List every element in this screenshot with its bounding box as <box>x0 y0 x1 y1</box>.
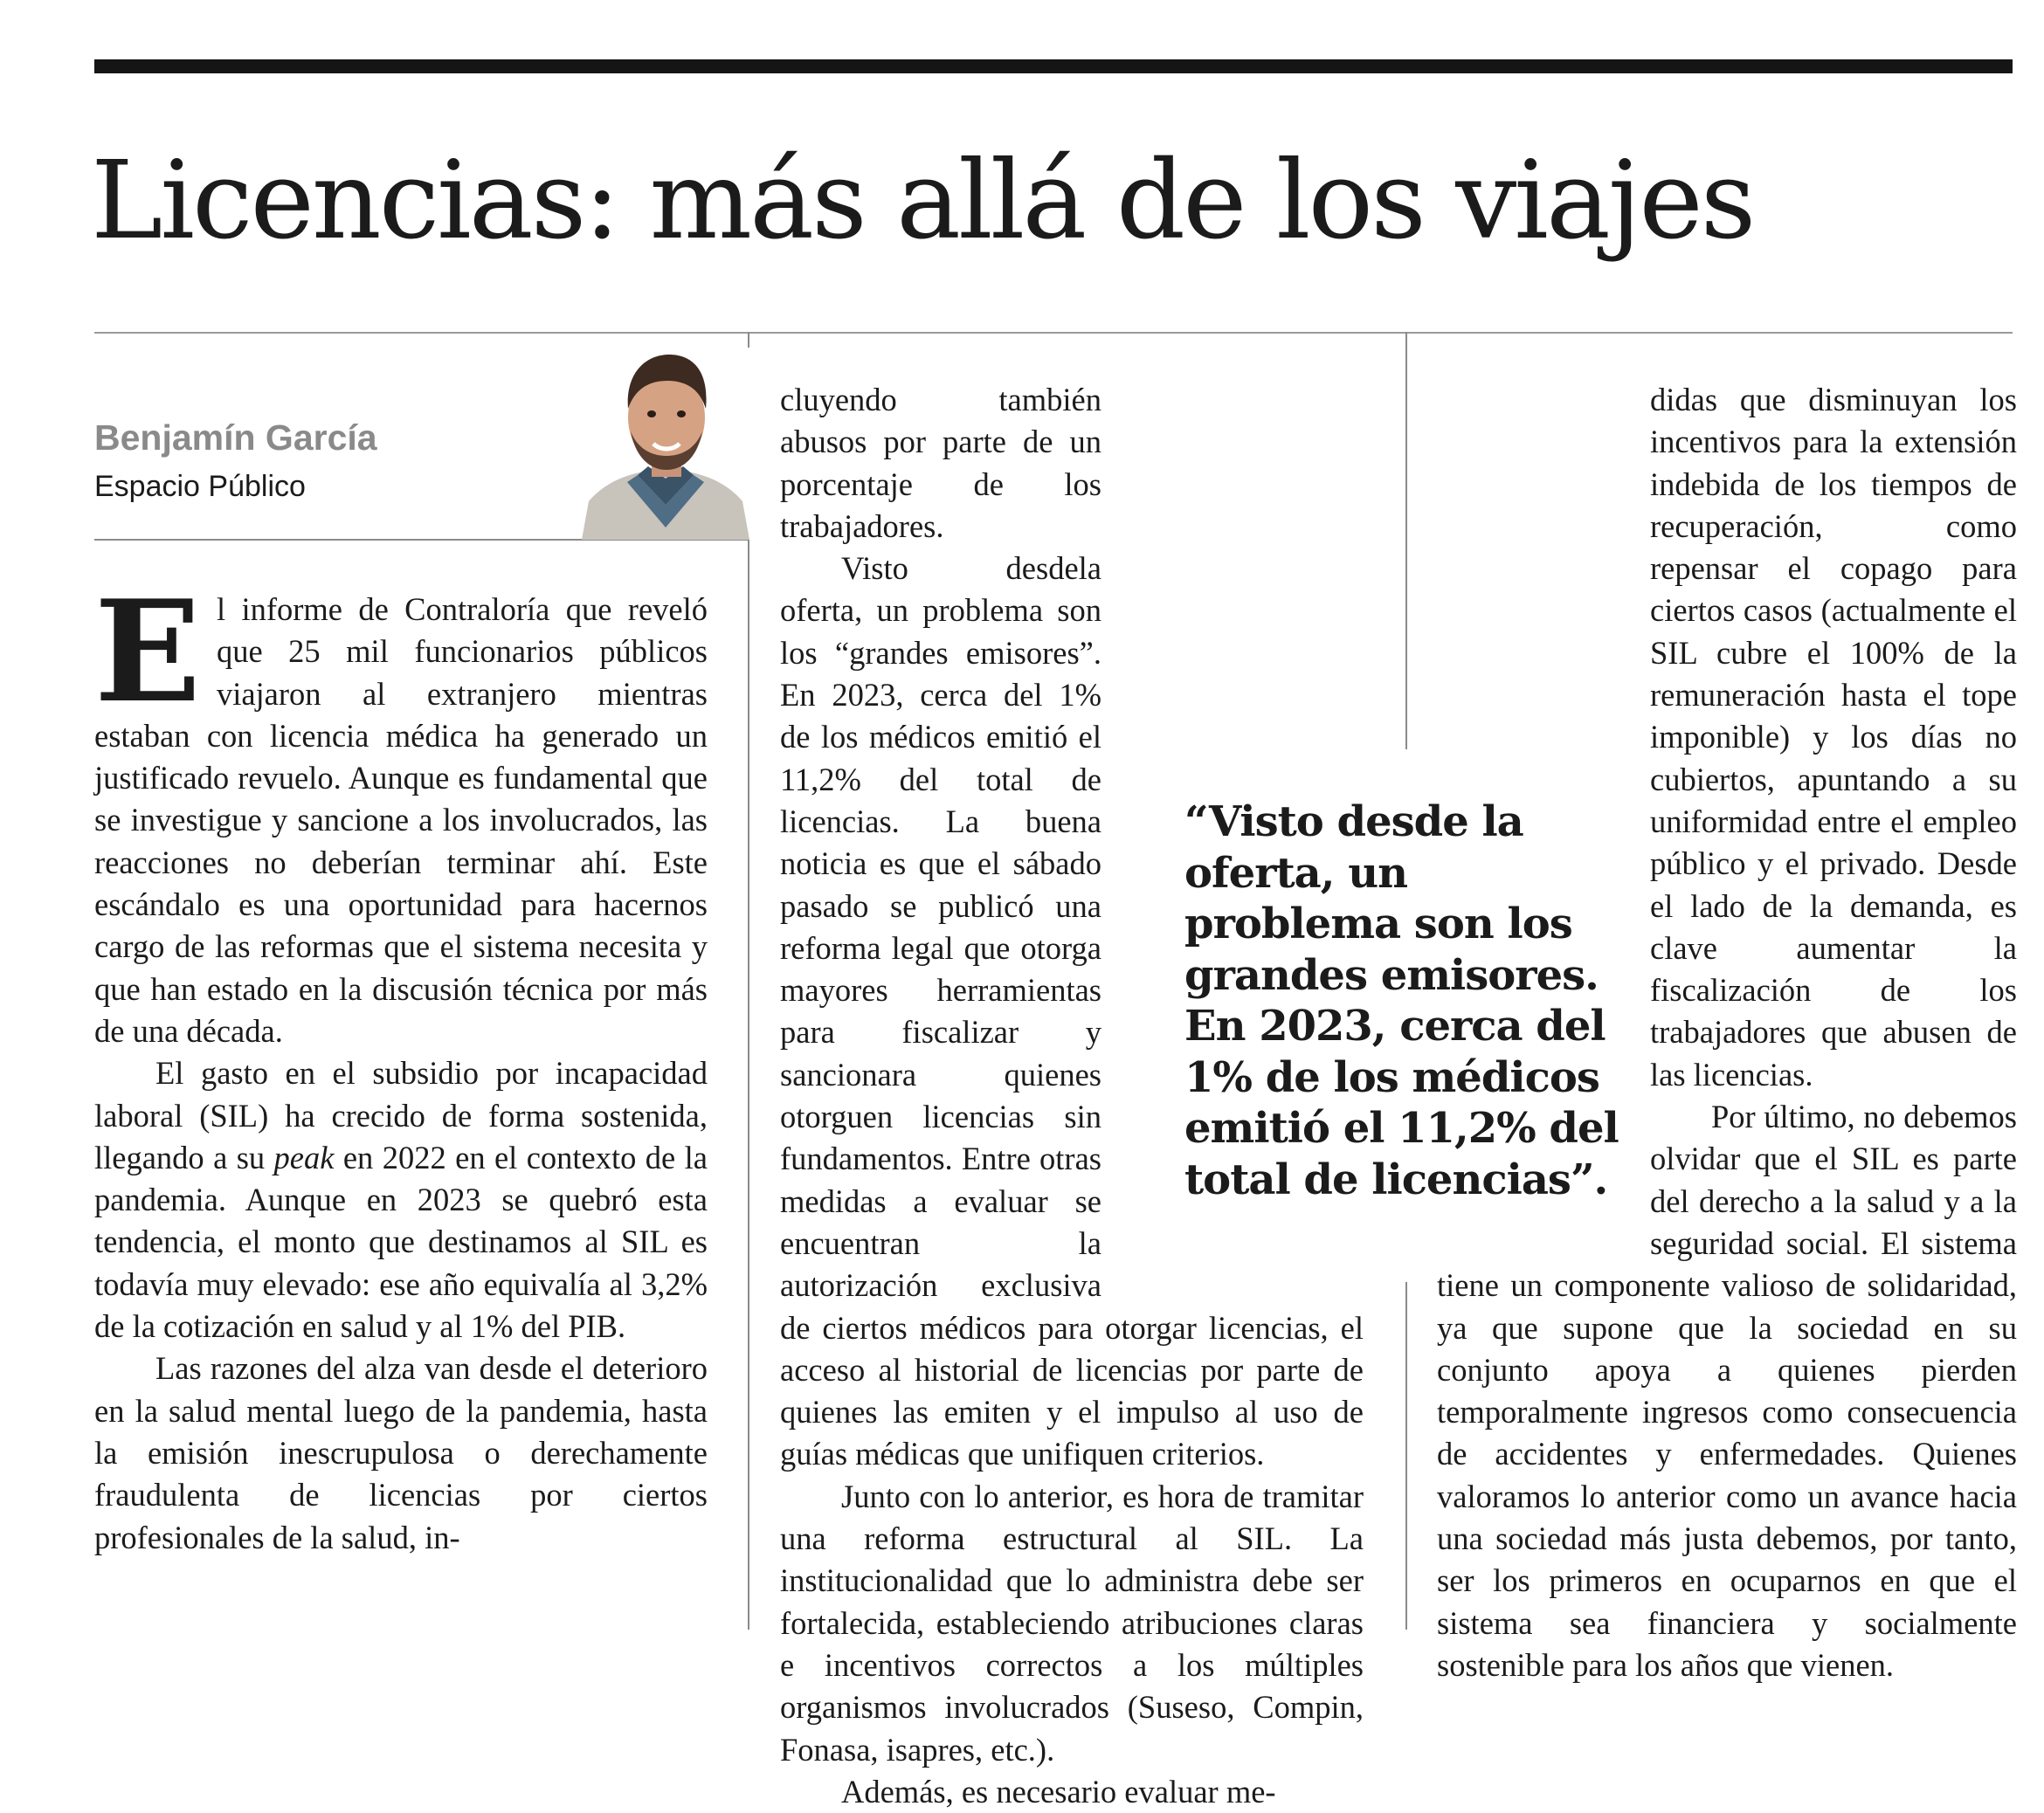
top-rule <box>94 59 2013 73</box>
author-photo <box>582 348 749 540</box>
byline-top-rule <box>94 332 2013 334</box>
author-name: Benjamín García <box>94 417 377 458</box>
col1-p2-text-b: en 2022 en el contexto de la pandemia. Aunque en 2023 se quebró esta tendencia, el monto que destinamos al SIL es todavía muy elevado: ese año equivalía al 3,2% de la cotización en salud y al 1% del PIB. <box>94 1139 708 1345</box>
col1-paragraph-1: l informe de Contraloría que reveló que 25 mil funcionarios públicos viajaron al extranjero mientras estaban con licencia médica ha generado un justificado revuelo. Aunque es fundamental que se investigue y sancione a los involucrados, las reacciones no deberían terminar ahí. Este escándalo es una oportunidad para hacernos cargo de las reformas que el sistema necesita y que han estado en la discusión técnica por más de una década. <box>94 591 708 1049</box>
col3-paragraph-1: didas que disminuyan los incentivos para la extensión indebida de los tiempos de recuperación, como repensar el copago para ciertos casos (actualmente el SIL cubre el 100% de la remuneración hasta el tope imponible) y los días no cubiertos, apuntando a su uniformidad entre el empleo público y el privado. Desde el lado de la demanda, es clave aumentar la fiscalización de los trabajadores que abusen de las licencias. <box>1650 382 2017 1093</box>
col2-paragraph-3: Junto con lo anterior, es hora de tramitar una reforma estructural al SIL. La institucionalidad que lo administra debe ser fortalecida, estableciendo atribuciones claras e incentivos correctos a los múltiples organismos involucrados (Suseso, Compin, Fonasa, isapres, etc.). <box>780 1478 1364 1768</box>
article-column-1 <box>94 569 708 1559</box>
headline: Licencias: más allá de los viajes <box>91 138 1754 264</box>
author-organization: Espacio Público <box>94 470 306 503</box>
col1-paragraph-2 <box>94 1052 708 1348</box>
col1-paragraph-3: Las razones del alza van desde el deterioro en la salud mental luego de la pandemia, hasta la emisión inescrupulosa o derechamente fraudulenta de licencias por ciertos profesionales de la salud, in- <box>94 1350 708 1555</box>
col2-paragraph-2: Visto desdela oferta, un problema son los “grandes emisores”. En 2023, cerca del 1% de los médicos emitió el 11,2% del total de licencias. La buena noticia es que el sábado pasado se publicó una reforma legal que otorga mayores herramientas para fiscalizar y sancionara quienes otorguen licencias sin fundamentos. Entre otras medidas a evaluar se encuentran la autorización exclusiva de ciertos médicos para otorgar licencias, el acceso al historial de licencias por parte de quienes las emiten y el impulso al uso de guías médicas que unifiquen criterios. <box>780 550 1364 1472</box>
col1-p2-emphasis: peak <box>273 1139 335 1175</box>
column-divider-2b <box>1405 1282 1407 1630</box>
col1-p2-text-a: El gasto en el subsidio por incapacidad laboral (SIL) ha crecido de forma sostenida, llegando a su <box>94 1055 708 1175</box>
col3-paragraph-2: Por último, no debemos olvidar que el SIL es parte del derecho a la salud y a la seguridad social. El sistema tiene un componente valioso de solidaridad, ya que supone que la sociedad en su conjunto apoya a quienes pierden temporalmente ingresos como consecuencia de accidentes y enfermedades. Quienes valoramos lo anterior como un avance hacia una sociedad más justa debemos, por tanto, ser los primeros en ocuparnos en que el sistema sea financiera y socialmente sostenible para los años que vienen. <box>1437 1099 2017 1683</box>
col2-paragraph-1: cluyendo también abusos por parte de un porcentaje de los trabajadores. <box>780 382 1101 544</box>
drop-cap: E <box>94 569 201 734</box>
col2-paragraph-4: Además, es necesario evaluar me- <box>841 1773 1276 1810</box>
column-divider-2a <box>1405 332 1407 749</box>
pull-quote: “Visto desde la oferta, un problema son los grandes emisores. En 2023, cerca del 1% de los médicos emitió el 11,2% del total de licencias”. <box>1184 797 1619 1204</box>
